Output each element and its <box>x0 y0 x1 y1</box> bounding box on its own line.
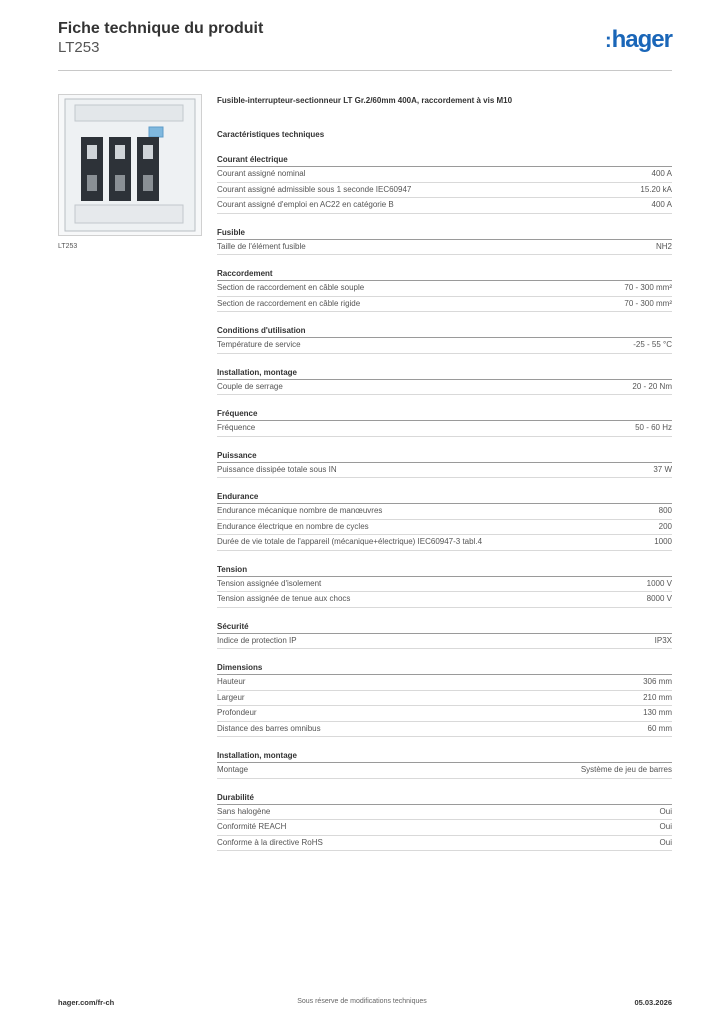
group-title: Fusible <box>217 227 672 240</box>
spec-row <box>217 820 672 836</box>
group-title: Puissance <box>217 450 672 463</box>
spec-label: Profondeur <box>217 708 257 717</box>
spec-label: Endurance mécanique nombre de manœuvres <box>217 506 383 515</box>
spec-value: 306 mm <box>643 677 672 686</box>
spec-row <box>217 297 672 313</box>
spec-label: Tension assignée de tenue aux chocs <box>217 594 351 603</box>
spec-row <box>217 338 672 354</box>
group-title: Conditions d'utilisation <box>217 325 672 338</box>
spec-value: 200 <box>658 521 672 531</box>
group-title: Dimensions <box>217 662 672 675</box>
spec-value: 70 - 300 mm² <box>624 298 672 308</box>
spec-row <box>217 504 672 520</box>
spec-value: 37 W <box>653 464 672 474</box>
group-title: Courant électrique <box>217 154 672 167</box>
spec-group <box>217 268 672 312</box>
spec-value: 400 A <box>651 200 672 209</box>
spec-label: Hauteur <box>217 677 246 686</box>
group-title: Installation, montage <box>217 367 672 380</box>
spec-group <box>217 367 672 396</box>
spec-row <box>217 805 672 821</box>
spec-group <box>217 662 672 737</box>
spec-group <box>217 325 672 354</box>
spec-row <box>217 535 672 551</box>
spec-row <box>217 836 672 852</box>
spec-row <box>217 520 672 536</box>
spec-group <box>217 750 672 779</box>
spec-value: -25 - 55 °C <box>633 340 672 349</box>
logo-text: hager <box>611 26 672 53</box>
spec-value: Oui <box>659 822 672 831</box>
spec-row <box>217 706 672 722</box>
spec-value: 15.20 kA <box>640 184 672 194</box>
spec-value: Système de jeu de barres <box>580 765 672 774</box>
group-title: Fréquence <box>217 408 672 421</box>
spec-row <box>217 592 672 608</box>
spec-row <box>217 281 672 297</box>
spec-row <box>217 722 672 738</box>
image-caption: LT253 <box>58 243 78 250</box>
spec-value: 210 mm <box>643 692 672 702</box>
product-reference: LT253 <box>58 39 100 56</box>
spec-label: Température de service <box>217 340 301 349</box>
spec-label: Largeur <box>217 692 245 702</box>
spec-label: Couple de serrage <box>217 381 283 391</box>
spec-group <box>217 227 672 256</box>
group-title: Raccordement <box>217 268 672 281</box>
spec-value: Oui <box>659 806 672 816</box>
spec-label: Sans halogène <box>217 806 271 816</box>
spec-label: Distance des barres omnibus <box>217 723 321 733</box>
spec-value: 1000 V <box>646 578 672 588</box>
group-title: Installation, montage <box>217 750 672 763</box>
spec-group <box>217 491 672 551</box>
spec-value: 50 - 60 Hz <box>635 423 672 432</box>
spec-row <box>217 380 672 396</box>
spec-group <box>217 154 672 214</box>
section-title: Caractéristiques techniques <box>217 130 325 139</box>
group-title: Durabilité <box>217 792 672 805</box>
spec-value: 8000 V <box>646 594 672 603</box>
spec-row <box>217 634 672 650</box>
spec-label: Puissance dissipée totale sous IN <box>217 464 337 474</box>
footer-notice: Sous réserve de modifications techniques <box>297 998 427 1005</box>
spec-group <box>217 450 672 479</box>
spec-label: Taille de l'élément fusible <box>217 241 306 251</box>
spec-label: Durée de vie totale de l'appareil (mécanique+électrique) IEC60947-3 tabl.4 <box>217 537 483 546</box>
spec-row <box>217 463 672 479</box>
document-title: Fiche technique du produit <box>58 20 264 37</box>
spec-label: Fréquence <box>217 423 256 432</box>
spec-group <box>217 408 672 437</box>
spec-label: Conforme à la directive RoHS <box>217 837 323 847</box>
spec-row <box>217 577 672 593</box>
hager-logo: :hager <box>604 26 672 53</box>
spec-value: 1000 <box>654 537 672 546</box>
spec-value: 400 A <box>651 169 672 178</box>
spec-row <box>217 198 672 214</box>
spec-value: Oui <box>659 837 672 847</box>
spec-value: 20 - 20 Nm <box>632 381 672 391</box>
spec-label: Section de raccordement en câble souple <box>217 283 365 292</box>
page-header <box>58 20 672 71</box>
spec-value: 60 mm <box>647 723 672 733</box>
spec-label: Courant assigné admissible sous 1 seconde IEC60947 <box>217 184 412 194</box>
spec-label: Section de raccordement en câble rigide <box>217 298 361 308</box>
group-title: Sécurité <box>217 621 672 634</box>
spec-row <box>217 763 672 779</box>
group-title: Endurance <box>217 491 672 504</box>
spec-label: Tension assignée d'isolement <box>217 578 322 588</box>
group-title: Tension <box>217 564 672 577</box>
spec-value: 70 - 300 mm² <box>624 283 672 292</box>
spec-row <box>217 691 672 707</box>
spec-label: Indice de protection IP <box>217 635 297 645</box>
spec-label: Endurance électrique en nombre de cycles <box>217 521 369 531</box>
spec-value: IP3X <box>654 635 672 645</box>
spec-label: Conformité REACH <box>217 822 287 831</box>
footer-date: 05.03.2026 <box>634 998 672 1007</box>
product-image <box>58 94 202 236</box>
spec-value: NH2 <box>655 241 672 251</box>
spec-label: Courant assigné nominal <box>217 169 306 178</box>
spec-groups <box>217 154 672 851</box>
spec-value: 800 <box>658 506 672 515</box>
fuse-switch-illustration <box>59 95 201 235</box>
spec-row <box>217 675 672 691</box>
spec-row <box>217 183 672 199</box>
spec-group <box>217 564 672 608</box>
footer-website: hager.com/fr-ch <box>58 998 115 1007</box>
spec-group <box>217 792 672 852</box>
specifications <box>217 95 672 851</box>
spec-value: 130 mm <box>643 708 672 717</box>
spec-row <box>217 421 672 437</box>
spec-row <box>217 167 672 183</box>
spec-group <box>217 621 672 650</box>
spec-row <box>217 240 672 256</box>
spec-label: Montage <box>217 765 249 774</box>
spec-label: Courant assigné d'emploi en AC22 en catégorie B <box>217 200 394 209</box>
product-description: Fusible-interrupteur-sectionneur LT Gr.2/60mm 400A, raccordement à vis M10 <box>217 96 513 105</box>
